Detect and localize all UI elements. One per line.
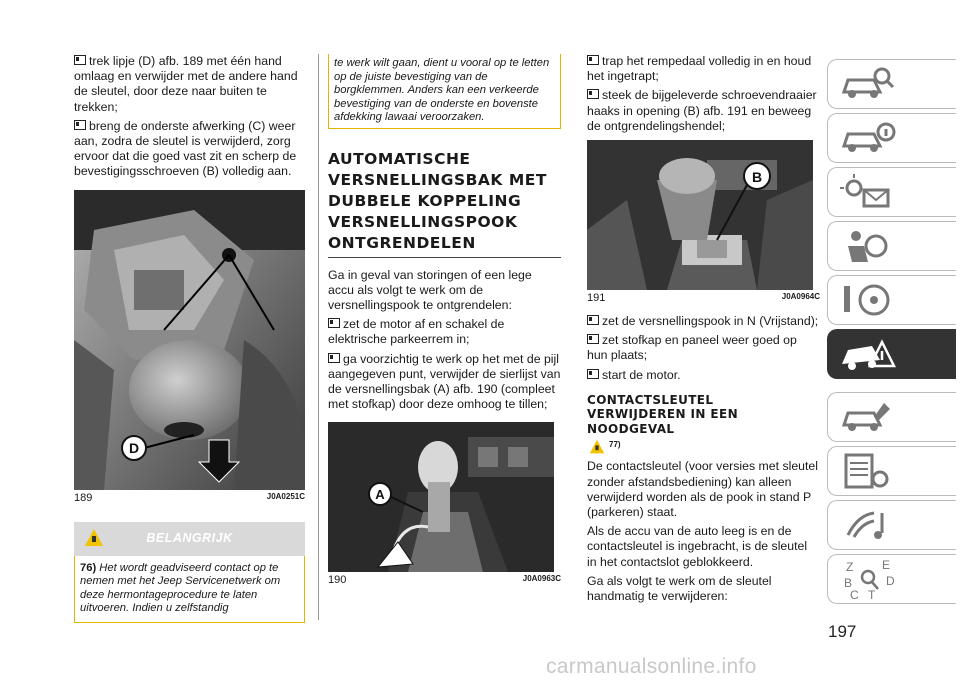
warning-header (74, 522, 305, 556)
tab-car-search[interactable] (827, 59, 956, 109)
figure-number: 191 (587, 292, 606, 305)
paragraph: Ga als volgt te werk om de sleutel handmatig te verwijderen: (587, 573, 772, 603)
tab-maintenance[interactable] (827, 392, 956, 442)
multimedia-icon (838, 505, 898, 545)
tab-airbag-safety[interactable] (827, 221, 956, 271)
index-letter: E (882, 558, 891, 572)
maintenance-car-icon (838, 397, 898, 437)
section-heading: AUTOMATISCHE VERSNELLINGSBAK MET DUBBELE KOPPELING VERSNELLINGSPOOK ONTGRENDELEN (328, 149, 547, 252)
index-letter: D (886, 574, 895, 588)
bullet-paragraph: ga voorzichtig te werk op het met de pijl aangegeven punt, verwijder de sierlijst van de versnellingsbak (A) afb. 190 (compleet met stofkap) door deze omhoog te tillen; (328, 351, 561, 412)
index-letter: C (850, 588, 859, 601)
figure-caption (587, 292, 820, 304)
bullet-paragraph: zet de motor af en schakel de elektrische parkeerrem in; (328, 317, 505, 347)
tab-index[interactable] (827, 554, 956, 604)
reference-number: 77) (609, 440, 621, 450)
index-letter: B (844, 576, 853, 590)
steering-column-image (74, 190, 305, 490)
tab-emergency[interactable] (827, 329, 956, 379)
gear-shift-image (328, 422, 554, 572)
paragraph: De contactsleutel (voor versies met sleutel zonder afstandsbediening) kan alleen verwijderd worden als de pook in stand P (parkeren) staat. (587, 459, 819, 519)
warning-icon (589, 439, 605, 455)
figure-caption (328, 574, 561, 586)
heading-rule (328, 257, 561, 258)
sun-mail-icon (838, 172, 898, 212)
reference-line (587, 439, 820, 457)
bullet-paragraph: zet stofkap en paneel weer goed op hun plaats; (587, 333, 797, 363)
index-letter: Z (846, 560, 854, 574)
bullet-icon (587, 315, 599, 325)
emergency-car-icon (838, 334, 898, 374)
bullet-icon (587, 55, 599, 65)
bullet-icon (328, 318, 340, 328)
warning-title: BELANGRIJK (146, 530, 233, 545)
warning-note (74, 556, 305, 623)
figure-caption (74, 492, 305, 504)
bullet-icon (587, 89, 599, 99)
figure-number: 189 (74, 491, 93, 504)
bullet-paragraph: steek de bijgeleverde schroevendraaier haaks in opening (B) afb. 191 en beweeg de ontgrendelingshendel; (587, 88, 817, 133)
column-divider (318, 54, 319, 620)
unlock-lever-image (587, 140, 813, 290)
technical-data-icon (838, 451, 898, 491)
figure-189 (74, 190, 305, 490)
watermark: carmanualsonline.info (546, 655, 757, 678)
steering-wheel-icon (838, 280, 898, 320)
tab-steering-wheel[interactable] (827, 275, 956, 325)
tab-car-info[interactable] (827, 113, 956, 163)
bullet-icon (74, 120, 86, 130)
car-info-icon (838, 118, 898, 158)
car-search-icon (838, 64, 898, 104)
column-3 (587, 54, 820, 608)
bullet-paragraph: zet de versnellingspook in N (Vrijstand); (587, 314, 820, 329)
page-number: 197 (828, 622, 857, 641)
paragraph: Als de accu van de auto leeg is en de contactsleutel is ingebracht, is de sleutel in het contactslot geblokkeerd. (587, 524, 808, 569)
index-icon (838, 557, 898, 601)
figure-code: J0A0251C (266, 491, 305, 501)
index-letter: T (868, 588, 876, 601)
bullet-icon (587, 369, 599, 379)
airbag-safety-icon (838, 226, 898, 266)
tab-multimedia[interactable] (827, 500, 956, 550)
figure-190 (328, 422, 554, 572)
bullet-paragraph: trek lipje (D) afb. 189 met één hand omlaag en verwijder met de andere hand de sleutel, door deze naar buiten te trekken; (74, 54, 298, 114)
fig-label-b: B (751, 169, 763, 186)
figure-code: J0A0964C (781, 292, 820, 302)
bullet-paragraph: breng de onderste afwerking (C) weer aan, zodra de sleutel is verwijderd, zorg ervoor dat die goed vast zit en scherp de bevestigingsschroeven (B) volledig aan. (74, 118, 297, 179)
tab-technical-data[interactable] (827, 446, 956, 496)
bullet-paragraph: start de motor. (587, 368, 820, 383)
fig-label-d: D (128, 439, 140, 456)
bullet-icon (328, 353, 340, 363)
bullet-paragraph: trap het rempedaal volledig in en houd het ingetrapt; (587, 54, 812, 84)
tab-sun-mail[interactable] (827, 167, 956, 217)
bullet-icon (587, 334, 599, 344)
figure-number: 190 (328, 574, 347, 587)
figure-code: J0A0963C (522, 574, 561, 584)
intro-paragraph: Ga in geval van storingen of een lege accu als volgt te werk om de versnellingspook te ontgrendelen: (328, 267, 532, 312)
figure-191 (587, 140, 813, 290)
column-1 (74, 54, 305, 623)
fig-label-a: A (375, 487, 385, 503)
warning-note-continued: te werk wilt gaan, dient u vooral op te letten op de juiste bevestiging van de borgklemmen. Anders kan een verkeerde bevestiging van de onderste en bovenste afdekking lawaai veroorzaken. (328, 54, 561, 129)
bullet-icon (74, 55, 86, 65)
column-2 (328, 54, 561, 586)
section-heading: CONTACTSLEUTEL VERWIJDEREN IN EEN NOODGEVAL (587, 392, 739, 436)
note-number: 76) (80, 561, 97, 574)
note-text: Het wordt geadviseerd contact op te nemen met het Jeep Servicenetwerk om deze hermontageprocedure te laten uitvoeren. Indien u zelfstandig (80, 561, 281, 615)
